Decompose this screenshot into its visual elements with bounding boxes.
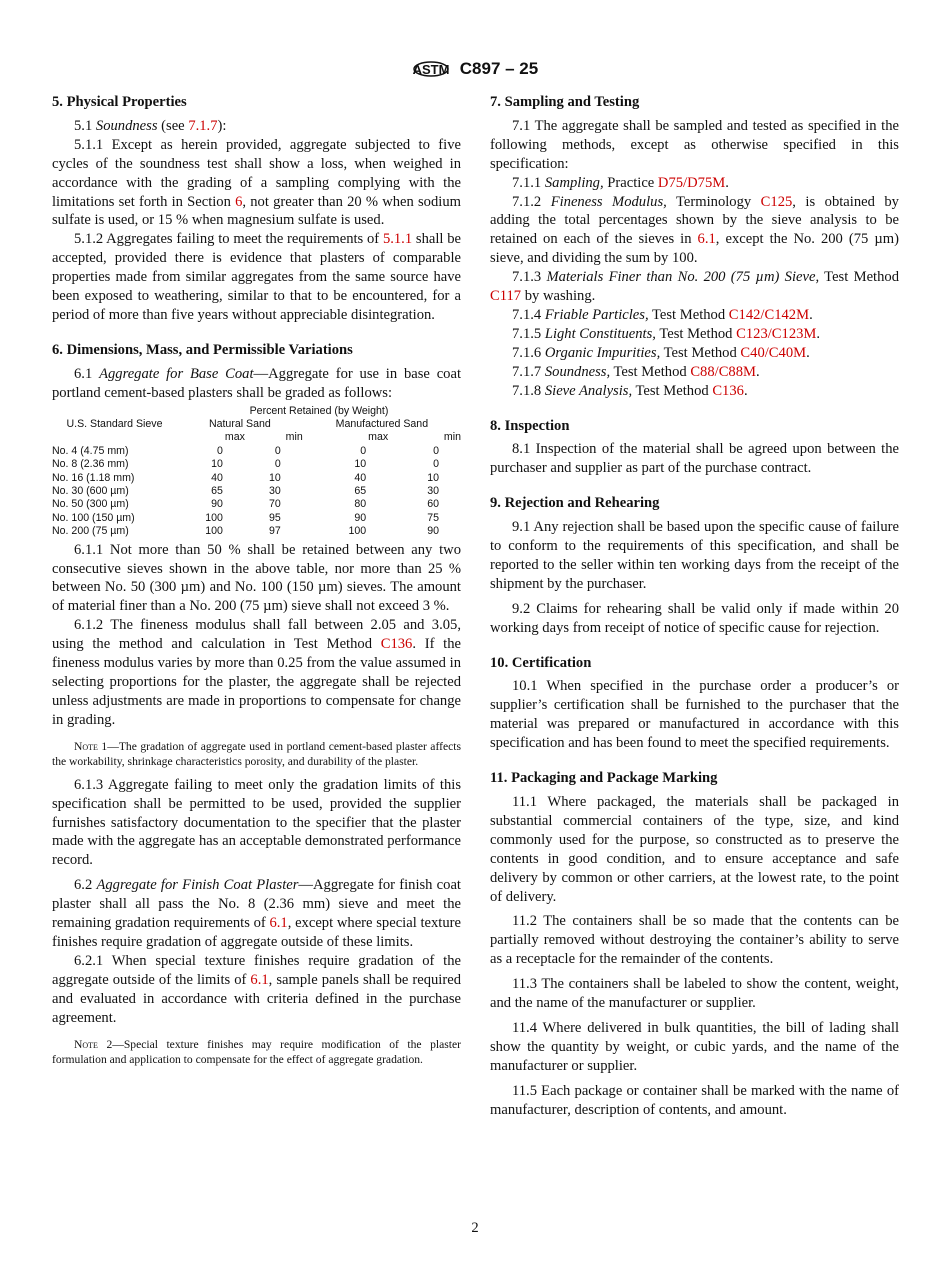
table-cell: 100 bbox=[348, 525, 367, 538]
table-row bbox=[52, 458, 461, 471]
section-heading: 6. Dimensions, Mass, and Permissible Variations bbox=[52, 341, 353, 358]
section-heading: 8. Inspection bbox=[490, 417, 570, 434]
paragraph bbox=[52, 776, 461, 871]
paragraph bbox=[52, 952, 461, 1028]
table-cell: 40 bbox=[211, 471, 223, 484]
text-run: —Aggregate for finish coat plaster shall all pass the No. 8 (2.36 mm) sieve and meet the remaining gradation requirements of bbox=[52, 877, 461, 932]
text-run: . bbox=[743, 382, 748, 399]
text-run: 6.2 bbox=[74, 877, 97, 894]
table-cell: 10 bbox=[268, 471, 281, 484]
table-cell: No. 16 (1.18 mm) bbox=[52, 471, 135, 484]
text-run: (see bbox=[157, 117, 189, 134]
table-cell: No. 30 (600 µm) bbox=[52, 485, 129, 498]
paragraph bbox=[52, 136, 461, 231]
table-cell: 10 bbox=[211, 458, 223, 471]
table-cell: 65 bbox=[211, 485, 223, 498]
table-cell: 0 bbox=[274, 458, 281, 471]
table-cell: No. 4 (4.75 mm) bbox=[52, 444, 129, 457]
text-run: 7.1 The aggregate shall be sampled and tested as specified in the following methods, except as otherwise specified in this specification: bbox=[490, 117, 899, 172]
text-run: 6.1.2 The fineness modulus shall fall between 2.05 and 3.05, using the method and calculation in Test Method bbox=[52, 617, 461, 653]
table-cell: 0 bbox=[360, 444, 367, 457]
paragraph bbox=[490, 793, 899, 906]
text-run: by washing. bbox=[521, 288, 596, 305]
reference-link[interactable]: C136 bbox=[712, 382, 744, 399]
text-run: Terminology bbox=[666, 193, 761, 210]
reference-link[interactable]: 6.1 bbox=[697, 231, 716, 248]
reference-link[interactable]: C117 bbox=[490, 288, 522, 305]
subcol-header: max bbox=[224, 431, 245, 444]
reference-link[interactable]: 6.1 bbox=[250, 971, 269, 988]
text-run: 8.1 Inspection of the material shall be agreed upon between the purchaser and supplier as part of the purchase contract. bbox=[490, 441, 899, 477]
table-cell: 95 bbox=[268, 511, 281, 524]
text-run: 5.1 bbox=[74, 117, 96, 134]
paragraph bbox=[490, 1019, 899, 1076]
italic-term: Sieve Analysis, bbox=[544, 382, 633, 399]
table-cell: 90 bbox=[211, 498, 223, 511]
reference-link[interactable]: C123/C123M bbox=[736, 325, 817, 342]
left-column bbox=[52, 93, 461, 1074]
table-cell: 0 bbox=[433, 458, 439, 471]
text-run: 11.2 The containers shall be so made that the contents can be partially removed without destroying the container’s ability to serve as a receptacle for the remainder of the contents. bbox=[490, 913, 899, 968]
text-run: , except the No. 200 (75 µm) sieve, and dividing the sum by 100. bbox=[490, 231, 899, 267]
text-run: 5.1.1 Except as herein provided, aggregate subjected to five cycles of the soundness test shall show a loss, when weighed in accordance with the grading of a sampling complying with the limitations set forth in Section bbox=[52, 136, 461, 210]
table-cell: 97 bbox=[268, 525, 281, 538]
text-run: Test Method bbox=[610, 363, 691, 380]
paragraph bbox=[52, 365, 461, 403]
text-run: , sample panels shall be required and evaluated in accordance with criteria defined in the purchase agreement. bbox=[52, 971, 461, 1026]
italic-term: Materials Finer than No. 200 (75 µm) Sieve, bbox=[546, 269, 820, 286]
text-run: Test Method bbox=[655, 325, 737, 342]
blank-cell bbox=[52, 431, 177, 444]
paragraph bbox=[490, 344, 899, 363]
table-cell: 90 bbox=[427, 525, 439, 538]
paragraph bbox=[490, 912, 899, 969]
text-run: , is obtained by adding the total percentages shown by the sieve analysis to be retained on each of the sieves in bbox=[490, 193, 899, 248]
right-column bbox=[490, 93, 899, 1120]
paragraph bbox=[52, 117, 461, 136]
svg-text:ASTM: ASTM bbox=[412, 62, 450, 77]
text-run: 11.3 The containers shall be labeled to show the content, weight, and the name of the manufacturer or supplier. bbox=[490, 976, 899, 1012]
table-cell: 60 bbox=[427, 498, 439, 511]
paragraph bbox=[490, 518, 899, 594]
reference-link[interactable]: C142/C142M bbox=[728, 306, 810, 323]
text-run: . bbox=[756, 363, 760, 380]
text-run: 10.1 When specified in the purchase order a producer’s or supplier’s certification shall be furnished to the purchaser that the material was prepared or manufactured in accordance with this specification and has been found to meet the specified requirements. bbox=[490, 678, 899, 752]
note bbox=[52, 739, 461, 769]
text-run: . bbox=[809, 306, 813, 323]
table-cell: No. 8 (2.36 mm) bbox=[52, 458, 129, 471]
table-row bbox=[52, 445, 461, 458]
text-run: 7.1.1 bbox=[512, 174, 545, 191]
table-cell: 0 bbox=[433, 444, 439, 457]
sieve-header: U.S. Standard Sieve bbox=[66, 418, 163, 430]
text-run: —Aggregate for use in base coat portland cement-based plasters shall be graded as follows: bbox=[52, 365, 462, 401]
section-heading: 9. Rejection and Rehearing bbox=[490, 495, 660, 512]
table-row bbox=[52, 525, 461, 538]
reference-link[interactable]: 6.1 bbox=[269, 915, 288, 932]
text-run: Practice bbox=[603, 174, 658, 191]
text-run: ): bbox=[217, 117, 227, 134]
text-run: 7.1.7 bbox=[512, 363, 545, 380]
text-run: , not greater than 20 % when sodium sulfate is used, or 15 % when magnesium sulfate is used. bbox=[52, 193, 461, 229]
table-row bbox=[52, 485, 461, 498]
paragraph bbox=[490, 193, 899, 269]
italic-term: Aggregate for Finish Coat Plaster bbox=[96, 877, 299, 894]
paragraph bbox=[490, 268, 899, 306]
table-cell: No. 200 (75 µm) bbox=[52, 525, 129, 538]
paragraph bbox=[490, 975, 899, 1013]
text-run: 7.1.3 bbox=[512, 269, 547, 286]
section-heading: 7. Sampling and Testing bbox=[490, 94, 640, 110]
table-cell: 80 bbox=[354, 498, 367, 511]
table-cell: 30 bbox=[268, 485, 281, 498]
table-cell: 65 bbox=[354, 485, 367, 498]
paragraph bbox=[490, 174, 899, 193]
italic-term: Soundness bbox=[95, 117, 158, 134]
text-run: 7.1.5 bbox=[512, 325, 545, 342]
paragraph bbox=[490, 440, 899, 478]
reference-link[interactable]: 5.1.1 bbox=[382, 231, 413, 248]
text-run: 11.1 Where packaged, the materials shall be packaged in substantial commercial containers of the type, size, and kind commonly used for the purpose, so constructed as to preserve the contents in good condition, and to ensure acceptance and safe delivery by common or other carriers, at the lowest rate, to the point of delivery. bbox=[490, 794, 899, 905]
italic-term: Soundness, bbox=[544, 363, 611, 380]
subgroup-header: Natural Sand bbox=[208, 418, 271, 430]
table-cell: No. 100 (150 µm) bbox=[52, 511, 135, 524]
text-run: 9.2 Claims for rehearing shall be valid only if made within 20 working days from receipt of notice of specific cause for rejection. bbox=[490, 600, 899, 636]
subcol-header: min bbox=[443, 431, 461, 444]
table-row bbox=[52, 498, 461, 511]
paragraph bbox=[490, 117, 899, 174]
table-cell: 90 bbox=[354, 511, 367, 524]
section-heading: 10. Certification bbox=[490, 654, 592, 671]
text-run: 2—Special texture finishes may require modification of the plaster formulation and application to compensate for the effect of aggregate gradation. bbox=[52, 1037, 461, 1066]
note bbox=[52, 1037, 461, 1067]
reference-link[interactable]: 6 bbox=[235, 193, 243, 210]
text-run: 7.1.4 bbox=[512, 306, 545, 323]
paragraph bbox=[490, 306, 899, 325]
table-cell: No. 50 (300 µm) bbox=[52, 498, 129, 511]
text-run: . bbox=[816, 325, 821, 342]
text-run: . If the fineness modulus varies by more than 0.25 from the value assumed in selecting proportions for the plaster, the aggregate shall be rejected unless adjustments are made in proportions to compensate for change in grading. bbox=[52, 636, 461, 728]
subgroup-header: Manufactured Sand bbox=[335, 418, 429, 430]
text-run: 11.4 Where delivered in bulk quantities, the bill of lading shall show the quantity by weight, or cubic yards, and the name of the manufacturer or supplier. bbox=[490, 1019, 899, 1074]
italic-term: Sampling, bbox=[544, 174, 604, 191]
text-run: shall be accepted, provided there is evidence that plasters of comparable properties made from similar aggregates from the same source have been exposed to weathering, similar to that to be encountered, for a period of more than five years without appreciable disintegration. bbox=[52, 231, 461, 323]
paragraph bbox=[52, 876, 461, 952]
paragraph bbox=[52, 230, 461, 325]
table-cell: 40 bbox=[354, 471, 367, 484]
text-run: Test Method bbox=[660, 344, 741, 361]
reference-link[interactable]: C125 bbox=[760, 193, 793, 210]
text-run: . bbox=[806, 344, 810, 361]
text-run: , except where special texture finishes require gradation of aggregate outside of these limits. bbox=[52, 915, 461, 950]
italic-term: Aggregate for Base Coat bbox=[99, 365, 254, 382]
table-cell: 0 bbox=[217, 444, 223, 457]
italic-term: Friable Particles, bbox=[544, 306, 649, 323]
paragraph bbox=[490, 363, 899, 382]
gradation-table bbox=[52, 405, 461, 539]
text-run: 9.1 Any rejection shall be based upon the specific cause of failure to conform to the requirements of this specification, and shall be reported to the seller within ten working days from the receipt of the shipment by the purchaser. bbox=[490, 519, 899, 592]
text-run: 7.1.2 bbox=[512, 193, 551, 210]
text-run: 6.1.3 Aggregate failing to meet only the gradation limits of this specification shall be permitted to be used, provided the supplier furnishes satisfactory documentation to the specifier that the plaster made with the aggregate has an acceptable demonstrated performance record. bbox=[52, 776, 461, 869]
italic-term: Light Constituents, bbox=[544, 325, 656, 342]
table-cell: 100 bbox=[205, 511, 223, 524]
table-cell: 0 bbox=[274, 444, 281, 457]
table-cell: 30 bbox=[427, 485, 439, 498]
text-run: 7.1.8 bbox=[512, 382, 545, 399]
text-run: 1—The gradation of aggregate used in portland cement-based plaster affects the workability, shrinkage characteristics porosity, and durability of the plaster. bbox=[52, 739, 461, 768]
astm-logo-icon bbox=[412, 56, 450, 82]
reference-link[interactable]: C88/C88M bbox=[690, 363, 756, 380]
italic-term: Organic Impurities, bbox=[544, 344, 661, 361]
table-row bbox=[52, 512, 461, 525]
table-cell: 10 bbox=[427, 471, 439, 484]
page-number: 2 bbox=[471, 1220, 479, 1236]
text-run: 7.1.6 bbox=[512, 344, 545, 361]
subcol-header: max bbox=[368, 431, 389, 444]
group-header: Percent Retained (by Weight) bbox=[249, 404, 389, 417]
table-row bbox=[52, 472, 461, 485]
text-run: 6.1.1 Not more than 50 % shall be retained between any two consecutive sieves shown in the above table, nor more than 25 % between No. 50 (300 µm) and No. 100 (150 µm) sieves. The amount of material finer than a No. 200 (75 µm) sieve shall not exceed 3 %. bbox=[52, 541, 461, 615]
subcol-header: min bbox=[285, 431, 303, 444]
section-heading: 11. Packaging and Package Marking bbox=[490, 770, 718, 787]
text-run: Test Method bbox=[648, 306, 729, 323]
text-run: 5.1.2 Aggregates failing to meet the requirements of bbox=[74, 231, 383, 248]
reference-link[interactable]: D75/D75M bbox=[657, 174, 726, 191]
text-run: Note bbox=[74, 1037, 98, 1051]
document-designation: C897 – 25 bbox=[459, 59, 539, 78]
text-run: Note bbox=[74, 739, 98, 753]
reference-link[interactable]: C40/C40M bbox=[740, 344, 807, 361]
page-header bbox=[0, 56, 950, 82]
section-heading: 5. Physical Properties bbox=[52, 94, 187, 110]
text-run: 6.1 bbox=[74, 365, 100, 382]
table-cell: 10 bbox=[354, 458, 367, 471]
paragraph bbox=[490, 1082, 899, 1120]
text-run: 11.5 Each package or container shall be marked with the name of manufacturer, description of contents, and amount. bbox=[490, 1082, 899, 1118]
paragraph bbox=[52, 541, 461, 617]
table-cell: 70 bbox=[268, 498, 281, 511]
paragraph bbox=[490, 382, 899, 401]
paragraph bbox=[490, 600, 899, 638]
text-run: 6.2.1 When special texture finishes require gradation of the aggregate outside of the limits of bbox=[52, 952, 461, 988]
reference-link[interactable]: C136 bbox=[380, 636, 413, 653]
table-cell: 75 bbox=[427, 511, 439, 524]
paragraph bbox=[490, 325, 899, 344]
text-run: Test Method bbox=[632, 382, 713, 399]
italic-term: Fineness Modulus, bbox=[550, 193, 667, 210]
paragraph bbox=[52, 616, 461, 729]
reference-link[interactable]: 7.1.7 bbox=[188, 117, 218, 134]
text-run: . bbox=[725, 174, 729, 191]
table-cell: 100 bbox=[205, 525, 223, 538]
text-run: Test Method bbox=[819, 269, 900, 286]
paragraph bbox=[490, 677, 899, 753]
